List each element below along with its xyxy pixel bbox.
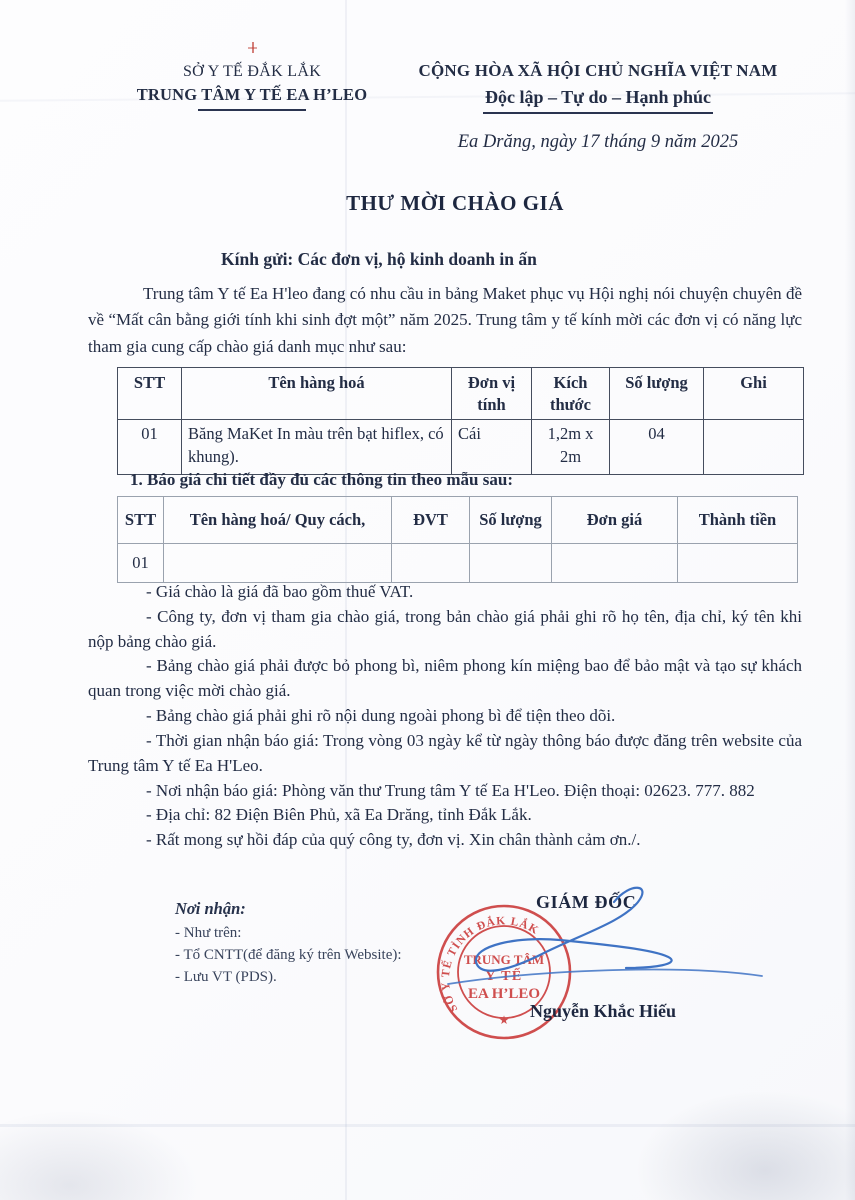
quotation-cell-name [164, 544, 392, 583]
items-cell-unit: Cái [452, 419, 532, 474]
quotation-table-header-row [118, 497, 798, 544]
signer-title: GIÁM ĐỐC [536, 892, 637, 912]
condition-item: - Địa chỉ: 82 Điện Biên Phủ, xã Ea Drăng, tỉnh Đắk Lắk. [146, 805, 532, 825]
red-pen-mark [248, 42, 257, 53]
conditions-list [88, 580, 802, 853]
quotation-cell-unit [392, 544, 470, 583]
items-table [117, 367, 804, 475]
quotation-cell-total [678, 544, 798, 583]
quotation-form-heading: 1. Báo giá chi tiết đầy đủ các thông tin theo mẫu sau: [130, 470, 513, 489]
stamp-center-line3: EA H’LEO [467, 986, 541, 1002]
stamp-center-line2: Y TẾ [485, 969, 523, 984]
signer-name: Nguyễn Khắc Hiếu [529, 1001, 676, 1021]
recipient-item: - Lưu VT (PDS). [175, 969, 277, 986]
condition-item: - Thời gian nhận báo giá: Trong vòng 03 ngày kể từ ngày thông báo được đăng trên website của Trung tâm Y tế Ea H'Leo. [88, 730, 802, 775]
items-th-name: Tên hàng hoá [182, 368, 452, 420]
quotation-th-price: Đơn giá [552, 497, 678, 544]
quotation-th-total: Thành tiền [678, 497, 798, 544]
items-cell-qty: 04 [610, 419, 704, 474]
quotation-cell-qty [470, 544, 552, 583]
condition-item: - Bảng chào giá phải được bỏ phong bì, niêm phong kín miệng bao để bảo mật và tạo sự khách quan trong việc mời chào giá. [88, 656, 802, 701]
scan-shadow-right-edge [845, 0, 855, 1200]
intro-paragraph: Trung tâm Y tế Ea H'leo đang có nhu cầu in bảng Maket phục vụ Hội nghị nói chuyện chuyên đề về “Mất cân bằng giới tính khi sinh đợt một” năm 2025. Trung tâm y tế kính mời các đơn vị có năng lực tham gia cung cấp chào giá danh mục như sau: [88, 284, 802, 356]
quotation-cell-price [552, 544, 678, 583]
issuing-org-block [118, 60, 386, 111]
recipient-item: - Tổ CNTT(để đăng ký trên Website): [175, 947, 402, 964]
place-date-line: Ea Drăng, ngày 17 tháng 9 năm 2025 [457, 132, 739, 152]
items-th-unit: Đơn vị tính [452, 368, 532, 420]
stamp-center-line1: TRUNG TÂM [463, 952, 545, 967]
recipients-title: Nơi nhận: [175, 899, 246, 918]
quotation-th-stt: STT [118, 497, 164, 544]
national-title: CỘNG HÒA XÃ HỘI CHỦ NGHĨA VIỆT NAM [418, 61, 778, 80]
parent-org-name: SỞ Y TẾ ĐẮK LẮK [182, 63, 322, 80]
items-th-qty: Số lượng [610, 368, 704, 420]
quotation-th-qty: Số lượng [470, 497, 552, 544]
items-cell-size: 1,2m x 2m [532, 419, 610, 474]
quotation-form-table [117, 496, 798, 583]
recipient-item: - Như trên: [175, 925, 242, 941]
items-th-note: Ghi [704, 368, 804, 420]
national-motto: Độc lập – Tự do – Hạnh phúc [483, 84, 713, 114]
condition-item: - Công ty, đơn vị tham gia chào giá, trong bản chào giá phải ghi rõ họ tên, địa chỉ, ký tên khi nộp bảng chào giá. [88, 606, 802, 651]
org-name: TRUNG TÂM Y TẾ EA H’LEO [118, 83, 386, 110]
items-cell-stt: 01 [118, 419, 182, 474]
recipients-block [175, 899, 402, 989]
stamp-ring-text: SỞ Y TẾ TỈNH ĐẮK LẮK [439, 915, 541, 1014]
items-th-stt: STT [118, 368, 182, 420]
scan-shadow-bottom-left [0, 1110, 200, 1200]
stamp-star: ★ [498, 1013, 510, 1027]
quotation-table-row [118, 544, 798, 583]
condition-item: - Nơi nhận báo giá: Phòng văn thư Trung tâm Y tế Ea H'Leo. Điện thoại: 02623. 777. 882 [146, 780, 755, 800]
salutation-line: Kính gửi: Các đơn vị, hộ kinh doanh in ấn [221, 249, 537, 269]
items-table-header-row [118, 368, 804, 420]
condition-item: - Rất mong sự hồi đáp của quý công ty, đơn vị. Xin chân thành cảm ơn./. [146, 830, 641, 850]
document-title: THƯ MỜI CHÀO GIÁ [346, 191, 564, 215]
items-cell-note [704, 419, 804, 474]
items-table-row [118, 419, 804, 474]
items-th-size: Kích thước [532, 368, 610, 420]
quotation-th-unit: ĐVT [392, 497, 470, 544]
scan-shadow-bottom-right [635, 1090, 855, 1200]
quotation-cell-stt: 01 [118, 544, 164, 583]
national-motto-block [398, 58, 798, 114]
items-cell-name: Băng MaKet In màu trên bạt hiflex, có khung). [182, 419, 452, 474]
condition-item: - Bảng chào giá phải ghi rõ nội dung ngoài phong bì để tiện theo dõi. [146, 706, 616, 726]
quotation-th-name: Tên hàng hoá/ Quy cách, [164, 497, 392, 544]
condition-item: - Giá chào là giá đã bao gồm thuế VAT. [146, 582, 414, 601]
director-signature [418, 878, 788, 1013]
